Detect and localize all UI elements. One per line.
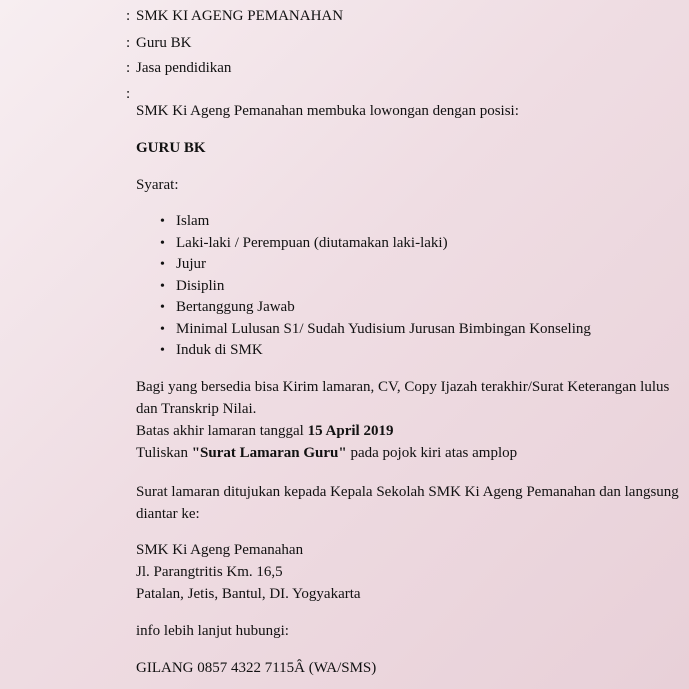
- syarat-item: Disiplin: [176, 277, 225, 294]
- apply-section: [136, 376, 681, 464]
- list-item: [136, 276, 681, 298]
- address-block: [136, 539, 681, 605]
- deadline-date: 15 April 2019: [307, 423, 394, 439]
- list-item: [136, 254, 681, 276]
- field-colon: :: [126, 8, 131, 24]
- bullet-icon: •: [160, 278, 165, 294]
- deadline-line: [136, 420, 681, 442]
- bullet-icon: •: [160, 235, 165, 251]
- syarat-item: Islam: [176, 213, 210, 229]
- field-colon: :: [126, 35, 131, 51]
- list-item: [136, 319, 681, 341]
- contact-line: GILANG 0857 4322 7115Â (WA/SMS): [136, 660, 377, 676]
- bullet-icon: •: [160, 214, 165, 229]
- field-value-company: SMK KI AGENG PEMANAHAN: [136, 8, 344, 24]
- syarat-item: Minimal Lulusan S1/ Sudah Yudisium Jurusan Bimbingan Konseling: [176, 320, 591, 337]
- syarat-item: Induk di SMK: [176, 342, 263, 358]
- field-colon: :: [126, 60, 131, 76]
- address-intro: Surat lamaran ditujukan kepada Kepala Sekolah SMK Ki Ageng Pemanahan dan langsung diantar ke:: [136, 484, 679, 522]
- syarat-item: Jujur: [176, 256, 206, 272]
- syarat-list: [136, 211, 681, 362]
- info-heading: info lebih lanjut hubungi:: [136, 623, 289, 639]
- position-title: GURU BK: [136, 140, 206, 156]
- field-colon: :: [126, 86, 131, 102]
- intro-text: SMK Ki Ageng Pemanahan membuka lowongan dengan posisi:: [136, 103, 519, 119]
- list-item: [136, 211, 681, 233]
- list-item: [136, 233, 681, 255]
- envelope-note: [136, 442, 681, 464]
- list-item: [136, 297, 681, 319]
- deadline-prefix: Batas akhir lamaran tanggal: [136, 423, 308, 439]
- bullet-icon: •: [160, 300, 165, 315]
- syarat-item: Laki-laki / Perempuan (diutamakan laki-laki): [176, 234, 448, 251]
- note-prefix: Tuliskan: [136, 445, 192, 461]
- field-value-lowongan: Guru BK: [136, 35, 192, 51]
- note-bold: "Surat Lamaran Guru": [191, 445, 347, 461]
- syarat-heading: Syarat:: [136, 177, 179, 193]
- bullet-icon: •: [160, 343, 165, 358]
- syarat-item: Bertanggung Jawab: [176, 299, 295, 315]
- address-line: SMK Ki Ageng Pemanahan: [136, 542, 304, 558]
- address-line: Jl. Parangtritis Km. 16,5: [136, 564, 283, 580]
- note-suffix: pada pojok kiri atas amplop: [346, 445, 518, 461]
- apply-line: Bagi yang bersedia bisa Kirim lamaran, CV, Copy Ijazah terakhir/Surat Keterangan lulus dan Transkrip Nilai.: [136, 379, 670, 417]
- list-item: [136, 340, 681, 362]
- field-value-industri: Jasa pendidikan: [136, 60, 232, 76]
- address-line: Patalan, Jetis, Bantul, DI. Yogyakarta: [136, 586, 361, 602]
- bullet-icon: •: [160, 257, 165, 272]
- bullet-icon: •: [160, 321, 165, 337]
